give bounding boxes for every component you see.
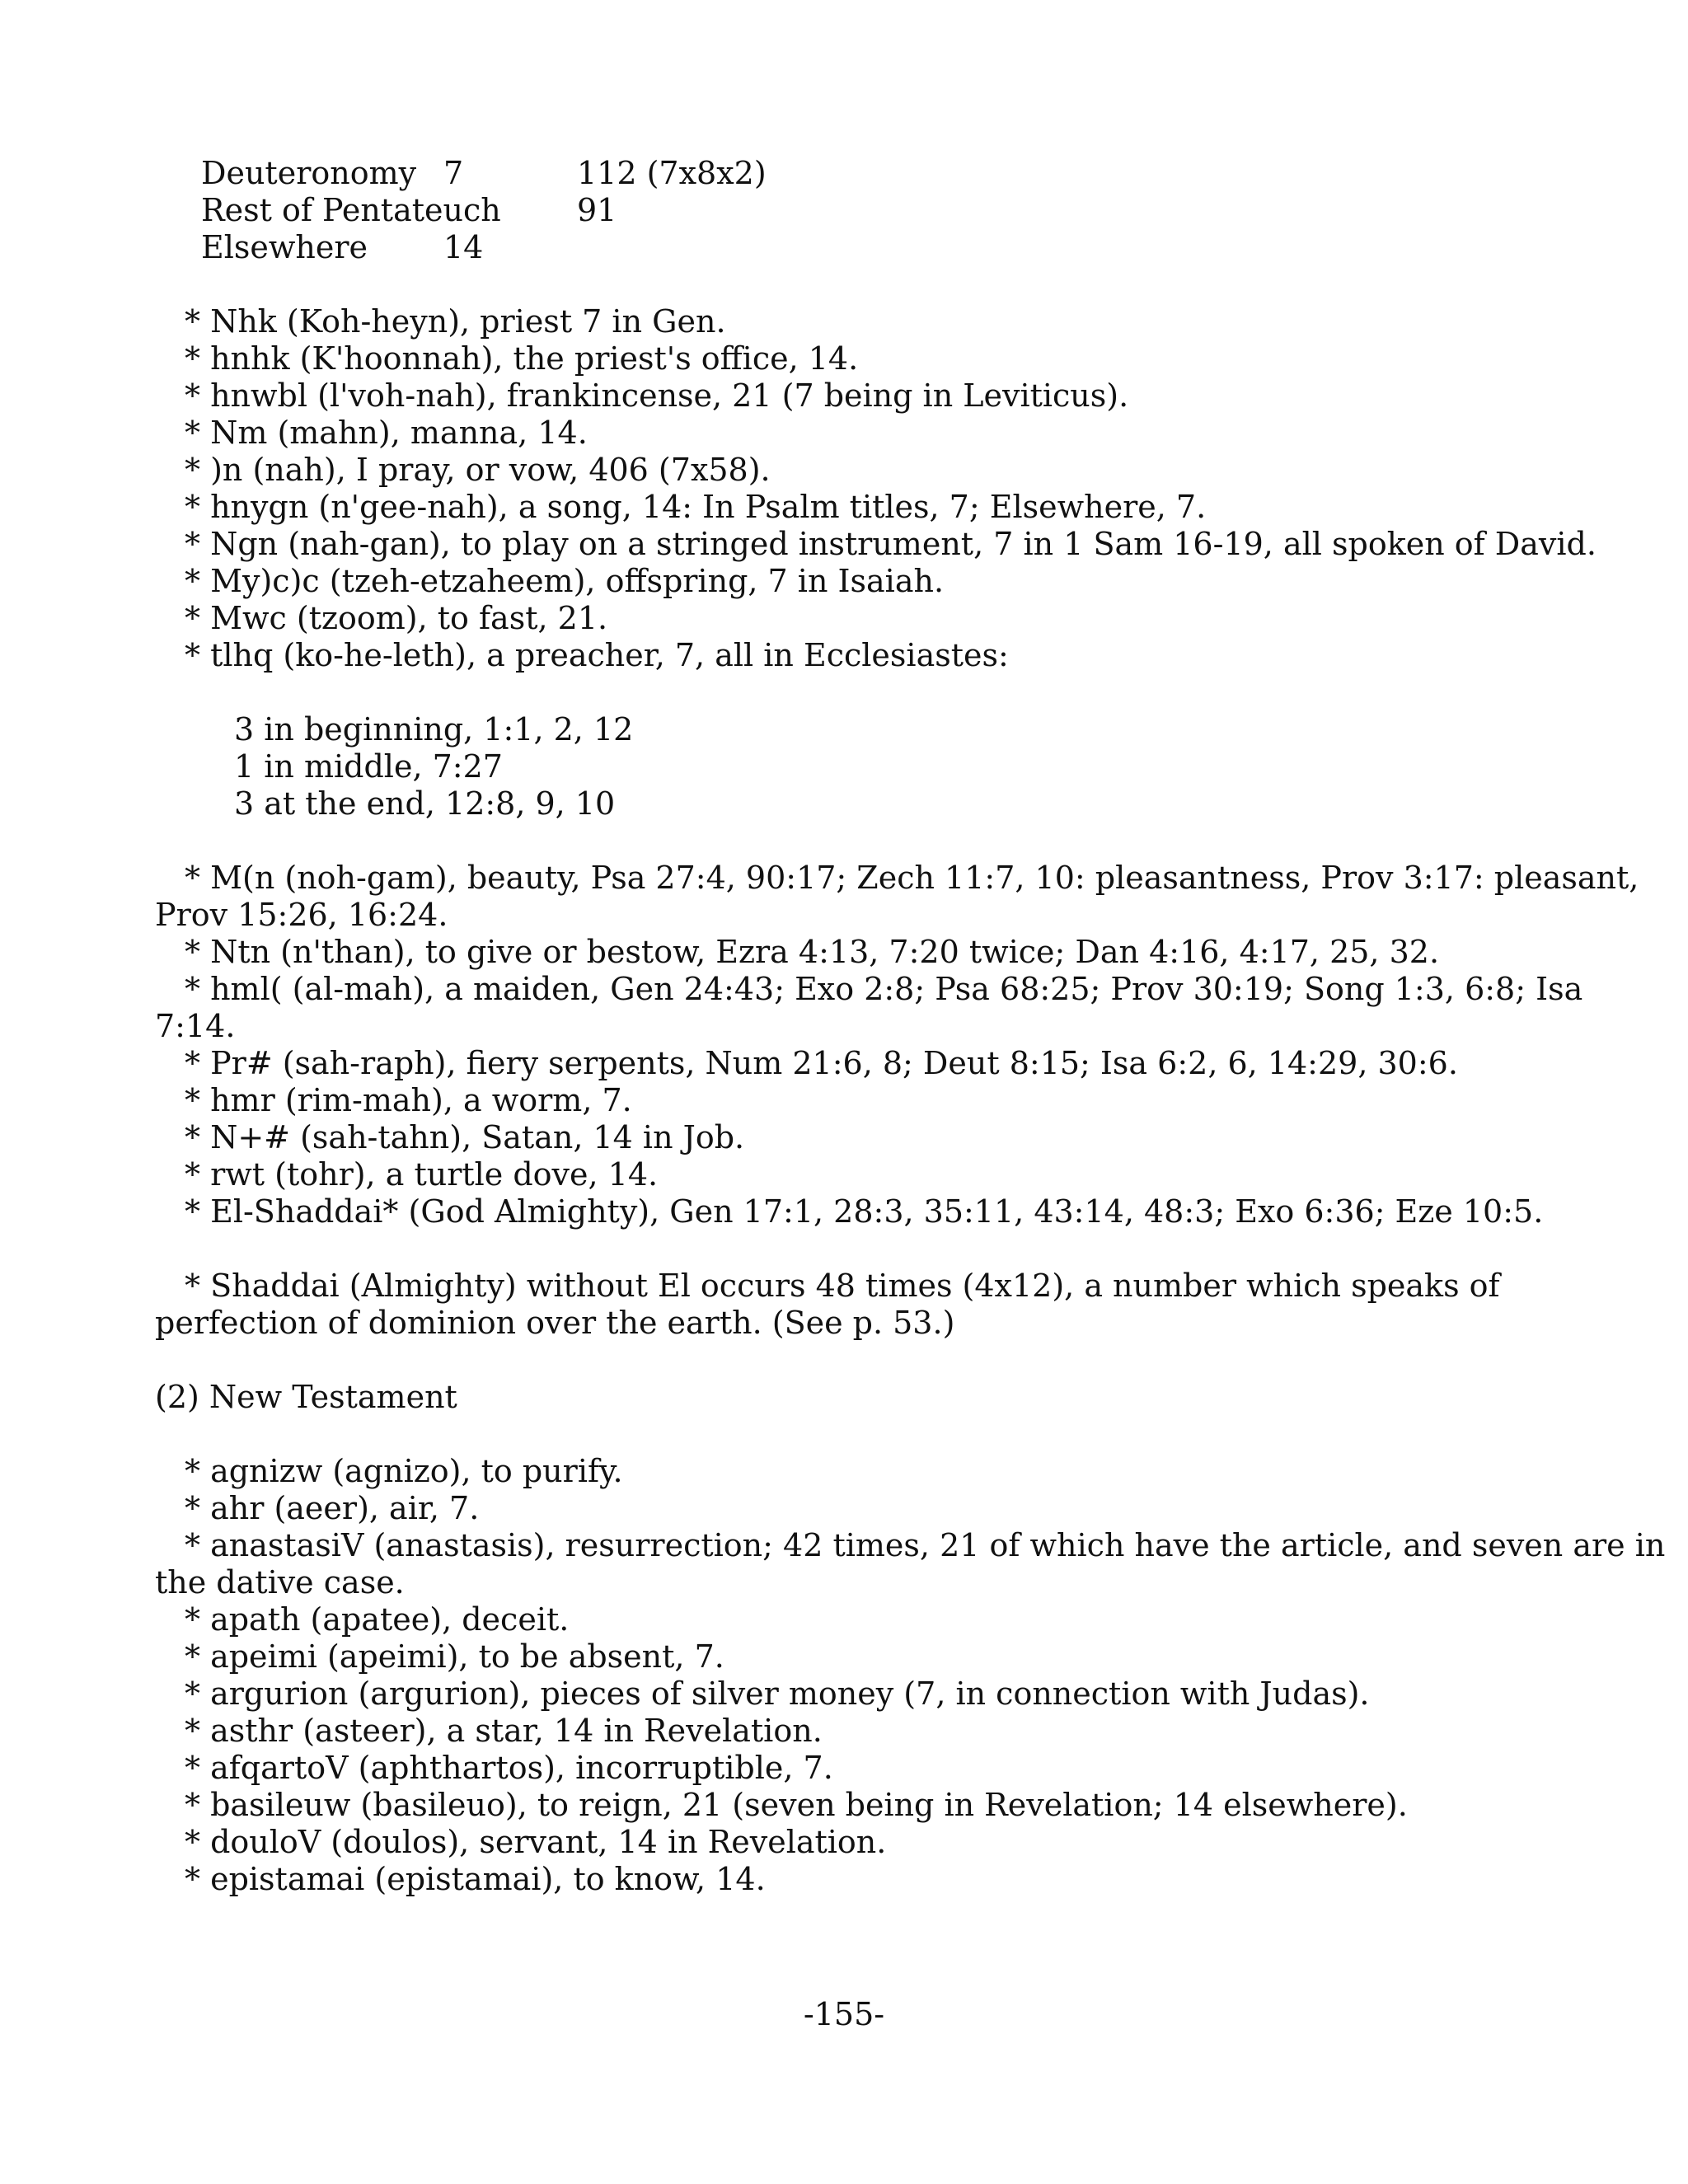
sub-list-item: 1 in middle, 7:27 xyxy=(234,748,503,785)
word-entry: * asthr (asteer), a star, 14 in Revelation. xyxy=(185,1713,823,1749)
word-entry: * hmr (rim-mah), a worm, 7. xyxy=(185,1082,632,1118)
word-entry: * tlhq (ko-he-leth), a preacher, 7, all in Ecclesiastes: xyxy=(185,637,1009,673)
word-entry: * anastasiV (anastasis), resurrection; 42 times, 21 of which have the article, and seven are in xyxy=(185,1527,1666,1563)
word-entry: * ahr (aeer), air, 7. xyxy=(185,1490,480,1526)
word-entry: * argurion (argurion), pieces of silver money (7, in connection with Judas). xyxy=(185,1675,1370,1712)
word-entry: * apath (apatee), deceit. xyxy=(185,1601,570,1638)
word-entry: * hml( (al-mah), a maiden, Gen 24:43; Exo 2:8; Psa 68:25; Prov 30:19; Song 1:3, 6:8; Isa xyxy=(185,971,1583,1007)
table-cell-count: 14 xyxy=(443,229,484,265)
sub-list-item: 3 at the end, 12:8, 9, 10 xyxy=(234,785,616,822)
word-entry: * )n (nah), I pray, or vow, 406 (7x58). xyxy=(185,452,771,488)
word-entry: * Ntn (n'than), to give or bestow, Ezra 4:13, 7:20 twice; Dan 4:16, 4:17, 25, 32. xyxy=(185,934,1440,970)
page-number: -155- xyxy=(803,1996,885,2032)
note-paragraph: * Shaddai (Almighty) without El occurs 48 times (4x12), a number which speaks of xyxy=(185,1268,1500,1304)
word-entry: * N+# (sah-tahn), Satan, 14 in Job. xyxy=(185,1119,745,1155)
word-entry: * My)c)c (tzeh-etzaheem), offspring, 7 in Isaiah. xyxy=(185,563,945,599)
word-entry: * basileuw (basileuo), to reign, 21 (seven being in Revelation; 14 elsewhere). xyxy=(185,1787,1408,1823)
table-cell-book: Rest of Pentateuch xyxy=(201,192,501,228)
word-entry-continuation: 7:14. xyxy=(155,1008,236,1044)
word-entry: * afqartoV (aphthartos), incorruptible, 7. xyxy=(185,1750,833,1786)
word-entry: * apeimi (apeimi), to be absent, 7. xyxy=(185,1638,724,1675)
word-entry: * Pr# (sah-raph), fiery serpents, Num 21:6, 8; Deut 8:15; Isa 6:2, 6, 14:29, 30:6. xyxy=(185,1045,1458,1081)
word-entry: * Ngn (nah-gan), to play on a stringed instrument, 7 in 1 Sam 16-19, all spoken of David. xyxy=(185,526,1597,562)
table-cell-count: 7 xyxy=(443,155,464,191)
table-cell-total: 91 xyxy=(577,192,617,228)
sub-list-item: 3 in beginning, 1:1, 2, 12 xyxy=(234,711,634,748)
word-entry: * rwt (tohr), a turtle dove, 14. xyxy=(185,1156,659,1193)
word-entry: * epistamai (epistamai), to know, 14. xyxy=(185,1861,766,1897)
word-entry: * Nm (mahn), manna, 14. xyxy=(185,415,588,451)
word-entry: * Mwc (tzoom), to fast, 21. xyxy=(185,600,608,636)
word-entry: * M(n (noh-gam), beauty, Psa 27:4, 90:17; Zech 11:7, 10: pleasantness, Prov 3:17: pleasant, xyxy=(185,860,1639,896)
section-heading: (2) New Testament xyxy=(155,1379,457,1415)
word-entry: * agnizw (agnizo), to purify. xyxy=(185,1453,623,1489)
table-row xyxy=(0,155,1688,191)
word-entry: * hnygn (n'gee-nah), a song, 14: In Psalm titles, 7; Elsewhere, 7. xyxy=(185,489,1207,525)
word-entry-continuation: Prov 15:26, 16:24. xyxy=(155,897,448,933)
table-row xyxy=(0,229,1688,265)
table-cell-book: Deuteronomy xyxy=(201,155,417,191)
word-entry: * hnwbl (l'voh-nah), frankincense, 21 (7 being in Leviticus). xyxy=(185,377,1129,414)
word-entry-continuation: the dative case. xyxy=(155,1564,405,1601)
word-entry: * El-Shaddai* (God Almighty), Gen 17:1, 28:3, 35:11, 43:14, 48:3; Exo 6:36; Eze 10:5. xyxy=(185,1193,1544,1230)
note-paragraph-continuation: perfection of dominion over the earth. (See p. 53.) xyxy=(155,1305,955,1341)
table-cell-book: Elsewhere xyxy=(201,229,368,265)
table-row xyxy=(0,192,1688,228)
word-entry: * Nhk (Koh-heyn), priest 7 in Gen. xyxy=(185,303,726,340)
word-entry: * douloV (doulos), servant, 14 in Revelation. xyxy=(185,1824,887,1860)
word-entry: * hnhk (K'hoonnah), the priest's office, 14. xyxy=(185,340,859,377)
table-cell-total: 112 (7x8x2) xyxy=(577,155,767,191)
